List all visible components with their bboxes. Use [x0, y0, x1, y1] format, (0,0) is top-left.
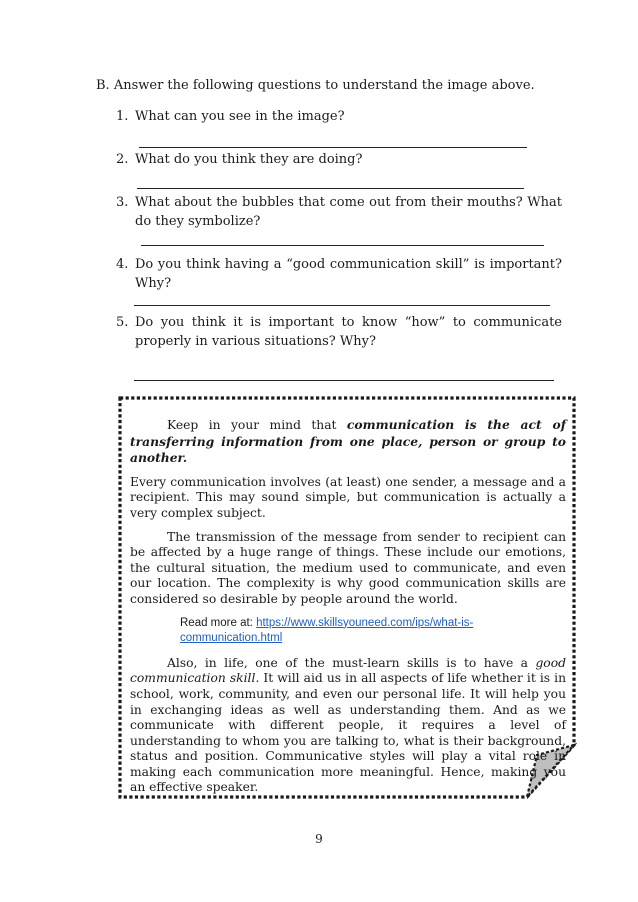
- definition-paragraph: Keep in your mind that communication is the act of transferring information from one place, person or group to another.: [130, 417, 566, 466]
- question-text: Do you think it is important to know “how” to communicate properly in various situations? Why?: [135, 315, 562, 349]
- note-box-content: [130, 417, 566, 804]
- question-number: 4.: [116, 257, 129, 272]
- answer-line-1[interactable]: [139, 147, 527, 148]
- read-more-line: Read more at: https://www.skillsyouneed.com/ips/what-is-communication.html: [180, 616, 474, 645]
- question-text: What can you see in the image?: [135, 109, 345, 124]
- answer-line-3[interactable]: [141, 245, 544, 246]
- paragraph-communication-skill: Also, in life, one of the must-learn skills is to have a good communication skill. It will aid us in all aspects of life whether it is in school, work, community, and even our personal life. It will help you in exchanging ideas as well as understanding them. And as we communicate with different people, it requires a level of understanding to whom you are talking to, what is their background, status and position. Communicative styles will play a vital role in making each communication more meaningful. Hence, making you an effective speaker.: [130, 655, 566, 795]
- section-heading: B. Answer the following questions to understand the image above.: [96, 78, 535, 93]
- question-5: [116, 313, 562, 351]
- answer-line-5[interactable]: [134, 380, 554, 381]
- note-box: [117, 395, 577, 800]
- question-4: [116, 255, 562, 293]
- question-text: What about the bubbles that come out from their mouths? What do they symbolize?: [135, 195, 562, 229]
- paragraph-transmission: The transmission of the message from sender to recipient can be affected by a huge range of things. These include our emotions, the cultural situation, the medium used to communicate, and even our location. The complexity is why good communication skills are considered so desirable by people around the world.: [130, 529, 566, 606]
- definition-emphasis: communication is the act of transferring information from one place, person or group to another.: [130, 417, 566, 466]
- question-1: [116, 107, 562, 126]
- question-2: [116, 150, 562, 169]
- answer-line-2[interactable]: [137, 188, 524, 189]
- read-more-link[interactable]: https://www.skillsyouneed.com/ips/what-is-communication.html: [180, 616, 474, 645]
- question-text: What do you think they are doing?: [135, 152, 363, 167]
- question-3: [116, 193, 562, 231]
- answer-line-4[interactable]: [134, 305, 550, 306]
- question-text: Do you think having a “good communication skill” is important? Why?: [135, 257, 562, 291]
- question-number: 5.: [116, 315, 129, 330]
- skill-emphasis: good communication skill: [130, 655, 566, 686]
- question-number: 1.: [116, 109, 129, 124]
- page-number: 9: [315, 832, 323, 846]
- question-number: 2.: [116, 152, 129, 167]
- question-number: 3.: [116, 195, 129, 210]
- paragraph-sender-message: Every communication involves (at least) one sender, a message and a recipient. This may sound simple, but communication is actually a very complex subject.: [130, 474, 566, 520]
